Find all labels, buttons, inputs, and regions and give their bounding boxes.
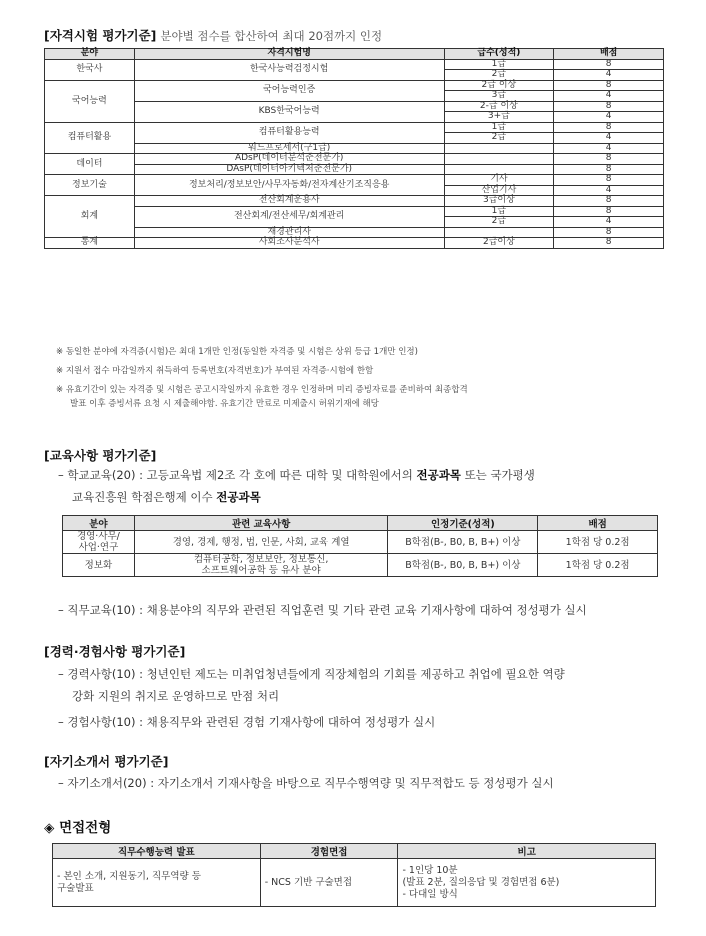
cert-field: 정보기술 [45, 175, 135, 196]
edu-subjects: 경영, 경제, 행정, 법, 인문, 사회, 교육 계열 [134, 531, 388, 554]
cert-note: 발표 이후 증빙서류 요청 시 제출해야함. 유효기간 만료로 미제출시 허위기재에 해당 [70, 399, 379, 409]
cert-header-name: 자격시험명 [134, 49, 444, 60]
table-row [45, 206, 664, 217]
edu-criteria: B학점(B-, B0, B, B+) 이상 [388, 554, 538, 577]
cert-field: 컴퓨터활용 [45, 122, 135, 154]
cert-subtitle: 분야별 점수를 합산하여 최대 20점까지 인정 [160, 29, 383, 43]
cert-note: ※ 동일한 분야에 자격증(시험)은 최대 1개만 인정(동일한 자격증 및 시험은 상위 등급 1개만 인정) [56, 347, 418, 357]
interview-remarks-cell [398, 859, 656, 907]
table-row [45, 122, 664, 133]
cert-header-field: 분야 [45, 49, 135, 60]
cert-name: ADsP(데이터분석준전문가) [134, 154, 444, 165]
cert-score: 8 [554, 59, 664, 70]
edu-line1-pre: – 학교교육(20) : 고등교육법 제2조 각 호에 따른 대학 및 대학원에서의 [58, 468, 417, 482]
cert-score: 8 [554, 164, 664, 175]
edu-criteria: B학점(B-, B0, B, B+) 이상 [388, 531, 538, 554]
interview-table [52, 843, 656, 907]
cert-grade: 3급 [444, 91, 554, 102]
cert-name: 워드프로세서(구1급) [134, 143, 444, 154]
cert-score: 4 [554, 143, 664, 154]
edu-score: 1학점 당 0.2점 [538, 531, 658, 554]
cert-grade: 산업기사 [444, 185, 554, 196]
cert-score: 8 [554, 238, 664, 249]
cert-grade: 2급 이상 [444, 80, 554, 91]
table-row [45, 154, 664, 165]
intro-section-title: [자기소개서 평가기준] [44, 754, 169, 769]
edu-header-field: 분야 [63, 516, 135, 531]
table-row [45, 175, 664, 186]
edu-score: 1학점 당 0.2점 [538, 554, 658, 577]
cert-note: ※ 유효기간이 있는 자격증 및 시험은 공고시작일까지 유효한 경우 인정하며 미리 증빙자료를 준비하여 최종합격 [56, 385, 468, 395]
intro-paragraph [58, 772, 678, 794]
edu-school-paragraph [58, 464, 678, 508]
interview-remarks-line: - 1인당 10분 [402, 864, 458, 876]
cert-header-score: 배점 [554, 49, 664, 60]
cert-grade-empty [444, 154, 554, 165]
cert-table [44, 48, 664, 249]
table-row [45, 196, 664, 207]
edu-table [62, 515, 658, 577]
cert-score: 8 [554, 175, 664, 186]
cert-score: 4 [554, 185, 664, 196]
table-row [63, 531, 658, 554]
table-row [45, 101, 664, 112]
cert-name: DAsP(데이터아키텍처준전문가) [134, 164, 444, 175]
cert-field: 통계 [45, 238, 135, 249]
interview-experience-cell: - NCS 기반 구술면접 [260, 859, 398, 907]
cert-section-title [44, 26, 382, 44]
edu-subjects [134, 554, 388, 577]
career-line: – 경험사항(10) : 채용직무와 관련된 경험 기재사항에 대하여 정성평가 실시 [58, 715, 436, 729]
cert-score: 8 [554, 196, 664, 207]
edu-job-paragraph [58, 599, 678, 621]
table-row [45, 238, 664, 249]
edu-line1-post: 또는 국가평생 [460, 468, 535, 482]
cert-score: 8 [554, 206, 664, 217]
edu-field: 정보화 [63, 554, 135, 577]
cert-grade-empty [444, 143, 554, 154]
edu-header-row [63, 516, 658, 531]
cert-score: 4 [554, 91, 664, 102]
cert-score: 8 [554, 80, 664, 91]
cert-header-grade: 급수(성적) [444, 49, 554, 60]
intro-line: – 자기소개서(20) : 자기소개서 기재사항을 바탕으로 직무수행역량 및 직무적합도 등 정성평가 실시 [58, 776, 554, 790]
table-row [45, 164, 664, 175]
cert-field: 한국사 [45, 59, 135, 80]
cert-grade: 3급이상 [444, 196, 554, 207]
cert-name: 국어능력인증 [134, 80, 444, 101]
table-row [45, 80, 664, 91]
cert-note: ※ 지원서 접수 마감일까지 취득하여 등록번호(자격번호)가 부여된 자격증·시험에 한함 [56, 366, 374, 376]
edu-header-criteria: 인정기준(성적) [388, 516, 538, 531]
cert-notes [56, 345, 676, 411]
cert-name: 재경관리사 [134, 227, 444, 238]
edu-header-score: 배점 [538, 516, 658, 531]
edu-subjects-line: 소프트웨어공학 등 유사 분야 [201, 565, 321, 576]
cert-grade: 기사 [444, 175, 554, 186]
career-line: – 경력사항(10) : 청년인턴 제도는 미취업청년들에게 직장체험의 기회를 제공하고 취업에 필요한 역량 [58, 667, 565, 681]
table-row [63, 554, 658, 577]
cert-name: KBS한국어능력 [134, 101, 444, 122]
cert-grade: 2급 [444, 133, 554, 144]
table-row [45, 59, 664, 70]
cert-name: 전산회계운용사 [134, 196, 444, 207]
table-row [45, 143, 664, 154]
career-paragraph [58, 663, 678, 733]
cert-score: 4 [554, 133, 664, 144]
cert-name: 컴퓨터활용능력 [134, 122, 444, 143]
cert-score: 8 [554, 122, 664, 133]
cert-field: 데이터 [45, 154, 135, 175]
cert-field: 국어능력 [45, 80, 135, 122]
interview-presentation-line: 구술발표 [57, 882, 94, 894]
edu-field-line: 사업·연구 [78, 542, 119, 553]
table-row [45, 227, 664, 238]
interview-header-presentation: 직무수행능력 발표 [53, 844, 261, 859]
cert-score: 8 [554, 154, 664, 165]
cert-name: 정보처리/정보보안/사무자동화/전자계산기조직응용 [134, 175, 444, 196]
cert-score: 4 [554, 70, 664, 81]
cert-score: 8 [554, 227, 664, 238]
cert-score: 4 [554, 112, 664, 123]
cert-name: 한국사능력검정시험 [134, 59, 444, 80]
cert-grade: 2급이상 [444, 238, 554, 249]
cert-score: 4 [554, 217, 664, 228]
cert-grade: 2급 [444, 217, 554, 228]
cert-grade: 3+급 [444, 112, 554, 123]
edu-job-line: – 직무교육(10) : 채용분야의 직무와 관련된 직업훈련 및 기타 관련 교육 기재사항에 대하여 정성평가 실시 [58, 603, 587, 617]
interview-remarks-line: (발표 2분, 질의응답 및 경험면접 6분) [402, 876, 560, 888]
edu-line2-pre: 교육진흥원 학점은행제 이수 [72, 490, 217, 504]
edu-major-bold-2: 전공과목 [216, 490, 261, 504]
interview-header-experience: 경험면접 [260, 844, 398, 859]
cert-title-text: [자격시험 평가기준] [44, 28, 157, 43]
edu-section-title: [교육사항 평가기준] [44, 448, 157, 463]
interview-presentation-cell [53, 859, 261, 907]
edu-field [63, 531, 135, 554]
career-line: 강화 지원의 취지로 운영하므로 만점 처리 [72, 689, 280, 703]
interview-header-row [53, 844, 656, 859]
cert-score: 8 [554, 101, 664, 112]
table-row [53, 859, 656, 907]
cert-grade: 1급 [444, 206, 554, 217]
edu-subjects-line: 컴퓨터공학, 정보보안, 정보통신, [193, 554, 329, 565]
cert-field: 회계 [45, 196, 135, 238]
cert-grade-empty [444, 227, 554, 238]
interview-presentation-line: - 본인 소개, 지원동기, 직무역량 등 [57, 870, 201, 882]
career-section-title: [경력·경험사항 평가기준] [44, 644, 186, 659]
cert-grade-empty [444, 164, 554, 175]
cert-name: 사회조사분석사 [134, 238, 444, 249]
edu-field-line: 경영·사무/ [76, 531, 120, 542]
cert-name: 전산회계/전산세무/회계관리 [134, 206, 444, 227]
cert-header-row [45, 49, 664, 60]
cert-grade: 2-급 이상 [444, 101, 554, 112]
cert-grade: 1급 [444, 122, 554, 133]
interview-remarks-line: - 다대일 방식 [402, 888, 458, 900]
interview-section-title: ◈ 면접전형 [44, 820, 112, 836]
interview-header-remarks: 비고 [398, 844, 656, 859]
cert-grade: 2급 [444, 70, 554, 81]
cert-grade: 1급 [444, 59, 554, 70]
edu-header-subjects: 관련 교육사항 [134, 516, 388, 531]
edu-major-bold: 전공과목 [416, 468, 461, 482]
